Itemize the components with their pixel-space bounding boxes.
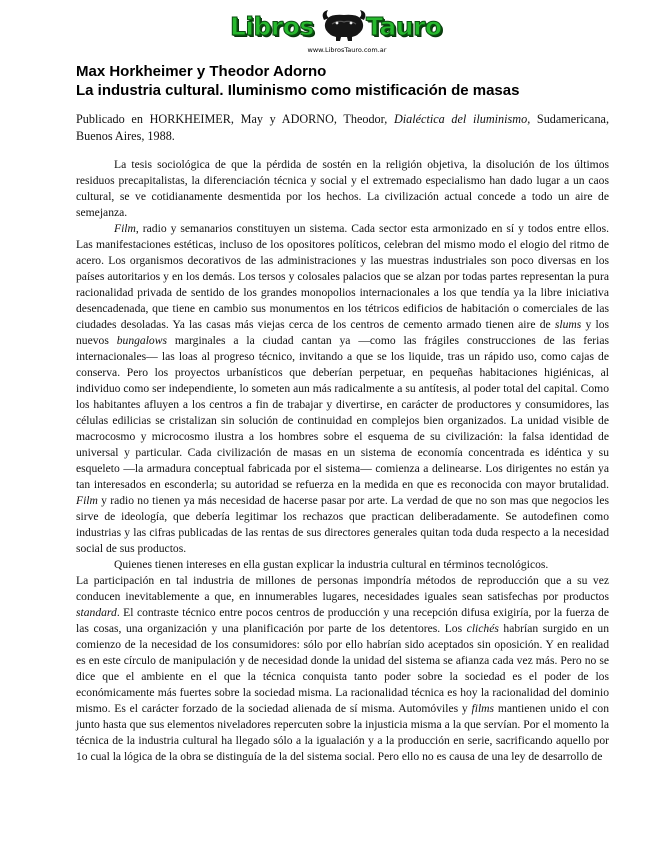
p2-bungalows: bungalows	[116, 334, 167, 347]
body-text	[76, 157, 609, 765]
paragraph-1: La tesis sociológica de que la pérdida de sostén en la religión objetiva, la disolución de los últimos residuos precapitalistas, la diferenciación técnica y social y el extremado especialismo han dado lugar a un caos cultural, se ve cotidianamente desmentida por los hechos. La civilización actual concede a todo un aire de semejanza.	[76, 158, 609, 219]
p4-films: films	[471, 702, 495, 715]
logo-url: www.LibrosTauro.com.ar	[307, 46, 387, 54]
logo-word-right: Tauro	[366, 12, 442, 41]
p4-text-a: La participación en tal industria de millones de personas impondría métodos de reproducción que a su vez conducen inevitablemente a que, en innumerables lugares, necesidades iguales sean satisfechas por productos	[76, 574, 609, 603]
p2-text-b: y los nuevos	[76, 318, 609, 347]
citation-prefix: Publicado en HORKHEIMER, May y ADORNO, Theodor,	[76, 112, 394, 126]
paragraph-2	[76, 221, 609, 557]
p2-text-d: y radio no tienen ya más necesidad de hacerse pasar por arte. La verdad de que no son mas que negocios les sirve de ideología, que debería legitimar los rechazos que practican deliberadamente. Se autodefinen como industrias y las cifras publicadas de las rentas de sus directores generales quitan toda duda respecto a la necesidad social de sus productos.	[76, 494, 609, 555]
p2-film: Film	[114, 222, 136, 235]
p2-text-c: marginales a la ciudad cantan ya —como las frágiles construcciones de las ferias internacionales— las loas al progreso técnico, invitando a que se los liquide, tras un rápido uso, como cajas de conserva. Pero los proyectos urbanísticos que deberían perpetuar, en pequeñas habitaciones higiénicas, al individuo como ser independiente, lo someten aun más radicalmente a su antítesis, al poder total del capital. Como los habitantes afluyen a los centros a fin de trabajar y divertirse, en carácter de productores y consumidores, las células edilicias se cristalizan sin solución de continuidad en complejos bien organizados. La unidad visible de macrocosmo y microcosmo ilustra a los hombres sobre el esquema de su civilización: la falsa identidad de universal y particular. Cada civilización de masas en un sistema de economía concentrada es idéntica y su esqueleto —la armadura conceptual fabricada por el sistema— comienza a delinearse. Los dirigentes no están ya tan interesados en esconderla; su autoridad se refuerza en la medida en que es reconocida con mayor brutalidad.	[76, 334, 609, 491]
p2-slums: slums	[554, 318, 582, 331]
logo-word-left: Libros	[230, 12, 314, 41]
p4-text-b: . El contraste técnico entre pocos centros de producción y una recepción difusa exigiría, por la fuerza de las cosas, una organización y una planificación por parte de los detentores. Los	[76, 606, 609, 635]
p2-film-2: Film	[76, 494, 98, 507]
p4-standard: standard	[76, 606, 117, 619]
bull-icon	[318, 6, 370, 42]
citation-book-title: Dialéctica del iluminismo	[393, 112, 528, 126]
p2-text-a: , radio y semanarios constituyen un sistema. Cada sector esta armonizado en sí y todos entre ellos. Las manifestaciones estéticas, incluso de los opositores políticos, celebran del mismo modo el elogio del ritmo de acero. Los organismos decorativos de las administraciones y las muestras industriales son poco diversas en los países autoritarios y en los demás. Los tersos y colosales palacios que se alzan por todas partes representan la pura racionalidad privada de sentido de los grandes monopolios internacionales a los que tendía ya la libre iniciativa desencadenada, que tiene en cambio sus monumentos en los tétricos edificios de habitación o comerciales de las ciudades desoladas. Ya las casas más viejas cerca de los centros de cemento armado tienen aire de	[76, 222, 609, 331]
paragraph-4	[76, 573, 609, 765]
p4-cliches: clichés	[466, 622, 499, 635]
p4-text-c: habrían surgido en un comienzo de la necesidad de los consumidores: sólo por ello habrían sido aceptados sin oposición. Y en realidad es en este círculo de manipulación y de necesidad donde la unidad del sistema se afianza cada vez más. Pero no se dice que el ambiente en el que la técnica conquista tanto poder sobre la sociedad es el poder de los económicamente más fuertes sobre la sociedad misma. La racionalidad técnica es hoy la racionalidad del dominio mismo. Es el carácter forzado de la sociedad alienada de sí misma. Automóviles y	[76, 622, 609, 715]
citation	[76, 111, 609, 145]
page-title: La industria cultural. Iluminismo como mistificación de masas	[76, 82, 520, 99]
paragraph-3: Quienes tienen intereses en ella gustan explicar la industria cultural en términos tecnológicos.	[114, 558, 549, 571]
document-header	[76, 62, 616, 100]
libros-tauro-logo	[230, 6, 450, 60]
authors-heading: Max Horkheimer y Theodor Adorno	[76, 63, 327, 80]
p4-text-d: mantienen unido el con junto hasta que sus elementos niveladores repercuten sobre la injusticia misma a la que servían. Por el momento la técnica de la industria cultural ha llegado sólo a la igualación y a la producción en serie, sacrificando aquello por 1o cual la lógica de la obra se distinguía de la del sistema social. Pero ello no es causa de una ley de desarrollo de	[76, 702, 609, 763]
citation-suffix: , Sudamericana, Buenos Aires, 1988.	[76, 112, 610, 143]
